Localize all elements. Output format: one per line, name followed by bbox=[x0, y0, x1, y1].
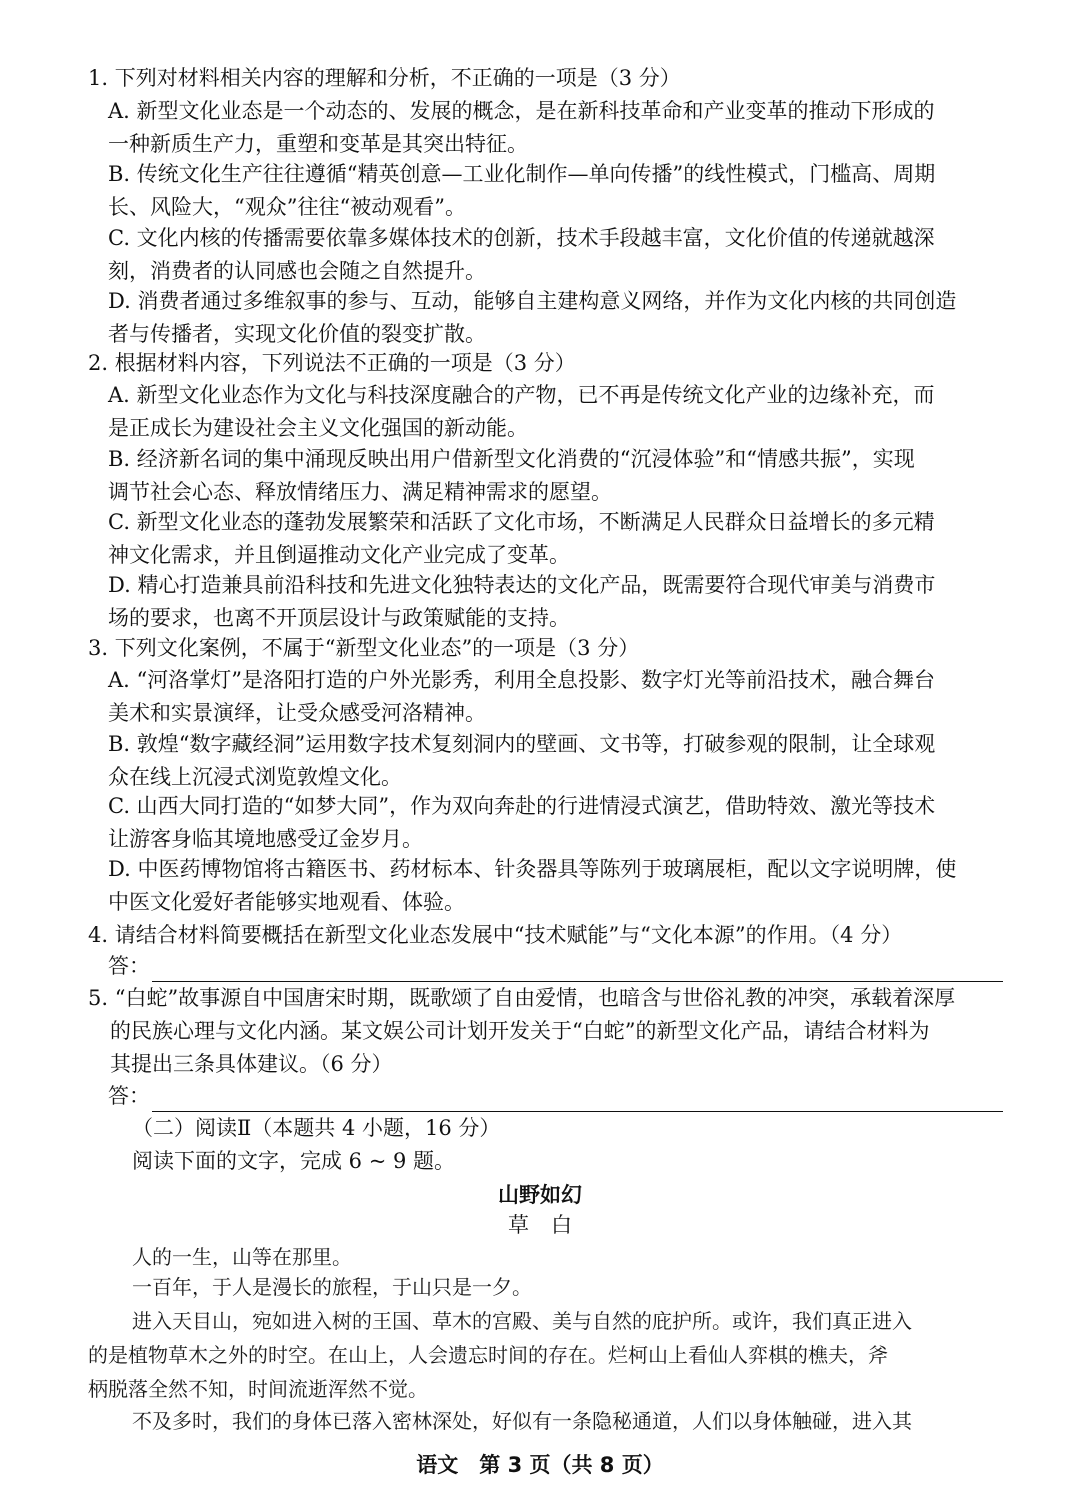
question-1-option-d bbox=[108, 285, 1033, 350]
option-line: 一种新质生产力，重塑和变革是其突出特征。 bbox=[108, 131, 528, 156]
option-line: 众在线上沉浸式浏览敦煌文化。 bbox=[108, 764, 402, 789]
answer-label: 答： bbox=[108, 1084, 150, 1108]
option-line: 让游客身临其境地感受辽金岁月。 bbox=[108, 826, 423, 851]
question-1-option-b bbox=[108, 158, 1033, 223]
paragraph-line: 一百年，于人是漫长的旅程，于山只是一夕。 bbox=[132, 1275, 532, 1299]
option-line: 刻，消费者的认同感也会随之自然提升。 bbox=[108, 258, 486, 283]
article-paragraph bbox=[88, 1240, 1003, 1274]
question-2-option-c bbox=[108, 506, 1033, 571]
option-line: C. 新型文化业态的蓬勃发展繁荣和活跃了文化市场，不断满足人民群众日益增长的多元精 bbox=[108, 510, 935, 534]
section-heading: （二）阅读Ⅱ（本题共 4 小题，16 分） bbox=[132, 1116, 501, 1140]
option-line: 长、风险大，“观众”往往“被动观看”。 bbox=[108, 194, 466, 219]
paragraph-line: 的是植物草木之外的时空。在山上，人会遗忘时间的存在。烂柯山上看仙人弈棋的樵夫，斧 bbox=[88, 1343, 888, 1367]
answer-label: 答： bbox=[108, 954, 150, 978]
section-instruction: 阅读下面的文字，完成 6 ~ 9 题。 bbox=[132, 1149, 456, 1173]
article-title: 山野如幻 bbox=[498, 1183, 582, 1207]
page-footer: 语文 第 3 页（共 8 页） bbox=[416, 1453, 664, 1477]
question-3-stem: 3. 下列文化案例，不属于“新型文化业态”的一项是（3 分） bbox=[88, 636, 640, 660]
stem-line: 的民族心理与文化内涵。某文娱公司计划开发关于“白蛇”的新型文化产品，请结合材料为 bbox=[110, 1019, 930, 1043]
option-line: 场的要求，也离不开顶层设计与政策赋能的支持。 bbox=[108, 605, 570, 630]
answer-line[interactable] bbox=[152, 1087, 1003, 1112]
question-4-answer[interactable] bbox=[108, 950, 1003, 982]
answer-line[interactable] bbox=[152, 957, 1003, 982]
option-line: 者与传播者，实现文化价值的裂变扩散。 bbox=[108, 321, 486, 346]
question-3-option-b bbox=[108, 728, 1033, 793]
question-2-stem: 2. 根据材料内容，下列说法不正确的一项是（3 分） bbox=[88, 351, 576, 375]
question-3-option-d bbox=[108, 853, 1033, 918]
question-5-answer[interactable] bbox=[108, 1080, 1003, 1112]
paragraph-line: 柄脱落全然不知，时间流逝浑然不觉。 bbox=[88, 1377, 428, 1401]
question-2-option-b bbox=[108, 443, 1033, 508]
option-line: A. “河洛掌灯”是洛阳打造的户外光影秀，利用全息投影、数字灯光等前沿技术，融合舞台 bbox=[108, 668, 935, 692]
question-1-stem: 1. 下列对材料相关内容的理解和分析，不正确的一项是（3 分） bbox=[88, 66, 681, 90]
option-line: 美术和实景演绎，让受众感受河洛精神。 bbox=[108, 700, 486, 725]
option-line: 中医文化爱好者能够实地观看、体验。 bbox=[108, 889, 465, 914]
article-paragraph bbox=[88, 1404, 1003, 1438]
option-line: B. 敦煌“数字藏经洞”运用数字技术复刻洞内的壁画、文书等，打破参观的限制，让全球观 bbox=[108, 732, 936, 756]
stem-line: 5. “白蛇”故事源自中国唐宋时期，既歌颂了自由爱情，也暗含与世俗礼教的冲突，承载着深厚 bbox=[88, 986, 956, 1010]
option-line: B. 传统文化生产往往遵循“精英创意—工业化制作—单向传播”的线性模式，门槛高、周期 bbox=[108, 162, 936, 186]
article-author: 草白 bbox=[508, 1213, 594, 1237]
question-5-stem bbox=[88, 982, 1003, 1081]
option-line: A. 新型文化业态作为文化与科技深度融合的产物，已不再是传统文化产业的边缘补充，而 bbox=[108, 383, 935, 407]
option-line: 神文化需求，并且倒逼推动文化产业完成了变革。 bbox=[108, 542, 570, 567]
paragraph-line: 进入天目山，宛如进入树的王国、草木的宫殿、美与自然的庇护所。或许，我们真正进入 bbox=[132, 1309, 912, 1333]
paragraph-line: 人的一生，山等在那里。 bbox=[132, 1245, 352, 1269]
option-line: B. 经济新名词的集中涌现反映出用户借新型文化消费的“沉浸体验”和“情感共振”，实现 bbox=[108, 447, 915, 471]
option-line: 调节社会心态、释放情绪压力、满足精神需求的愿望。 bbox=[108, 479, 612, 504]
stem-line: 其提出三条具体建议。（6 分） bbox=[110, 1052, 393, 1076]
question-3-option-c bbox=[108, 790, 1033, 855]
option-line: D. 中医药博物馆将古籍医书、药材标本、针灸器具等陈列于玻璃展柜，配以文字说明牌，使 bbox=[108, 857, 957, 881]
paragraph-line: 不及多时，我们的身体已落入密林深处，好似有一条隐秘通道，人们以身体触碰，进入其 bbox=[132, 1409, 912, 1433]
article-paragraph bbox=[88, 1304, 1003, 1406]
option-line: C. 山西大同打造的“如梦大同”，作为双向奔赴的行进情浸式演艺，借助特效、激光等技术 bbox=[108, 794, 936, 818]
option-line: D. 消费者通过多维叙事的参与、互动，能够自主建构意义网络，并作为文化内核的共同创造 bbox=[108, 289, 957, 313]
question-2-option-d bbox=[108, 569, 1033, 634]
option-line: D. 精心打造兼具前沿科技和先进文化独特表达的文化产品，既需要符合现代审美与消费市 bbox=[108, 573, 936, 597]
option-line: C. 文化内核的传播需要依靠多媒体技术的创新，技术手段越丰富，文化价值的传递就越深 bbox=[108, 226, 935, 250]
question-3-option-a bbox=[108, 664, 1033, 729]
option-line: A. 新型文化业态是一个动态的、发展的概念，是在新科技革命和产业变革的推动下形成的 bbox=[108, 99, 935, 123]
question-1-option-c bbox=[108, 222, 1033, 287]
option-line: 是正成长为建设社会主义文化强国的新动能。 bbox=[108, 415, 528, 440]
article-paragraph bbox=[88, 1270, 1003, 1304]
question-1-option-a bbox=[108, 95, 1033, 160]
question-2-option-a bbox=[108, 379, 1033, 444]
question-4-stem: 4. 请结合材料简要概括在新型文化业态发展中“技术赋能”与“文化本源”的作用。（4 分） bbox=[88, 923, 903, 947]
